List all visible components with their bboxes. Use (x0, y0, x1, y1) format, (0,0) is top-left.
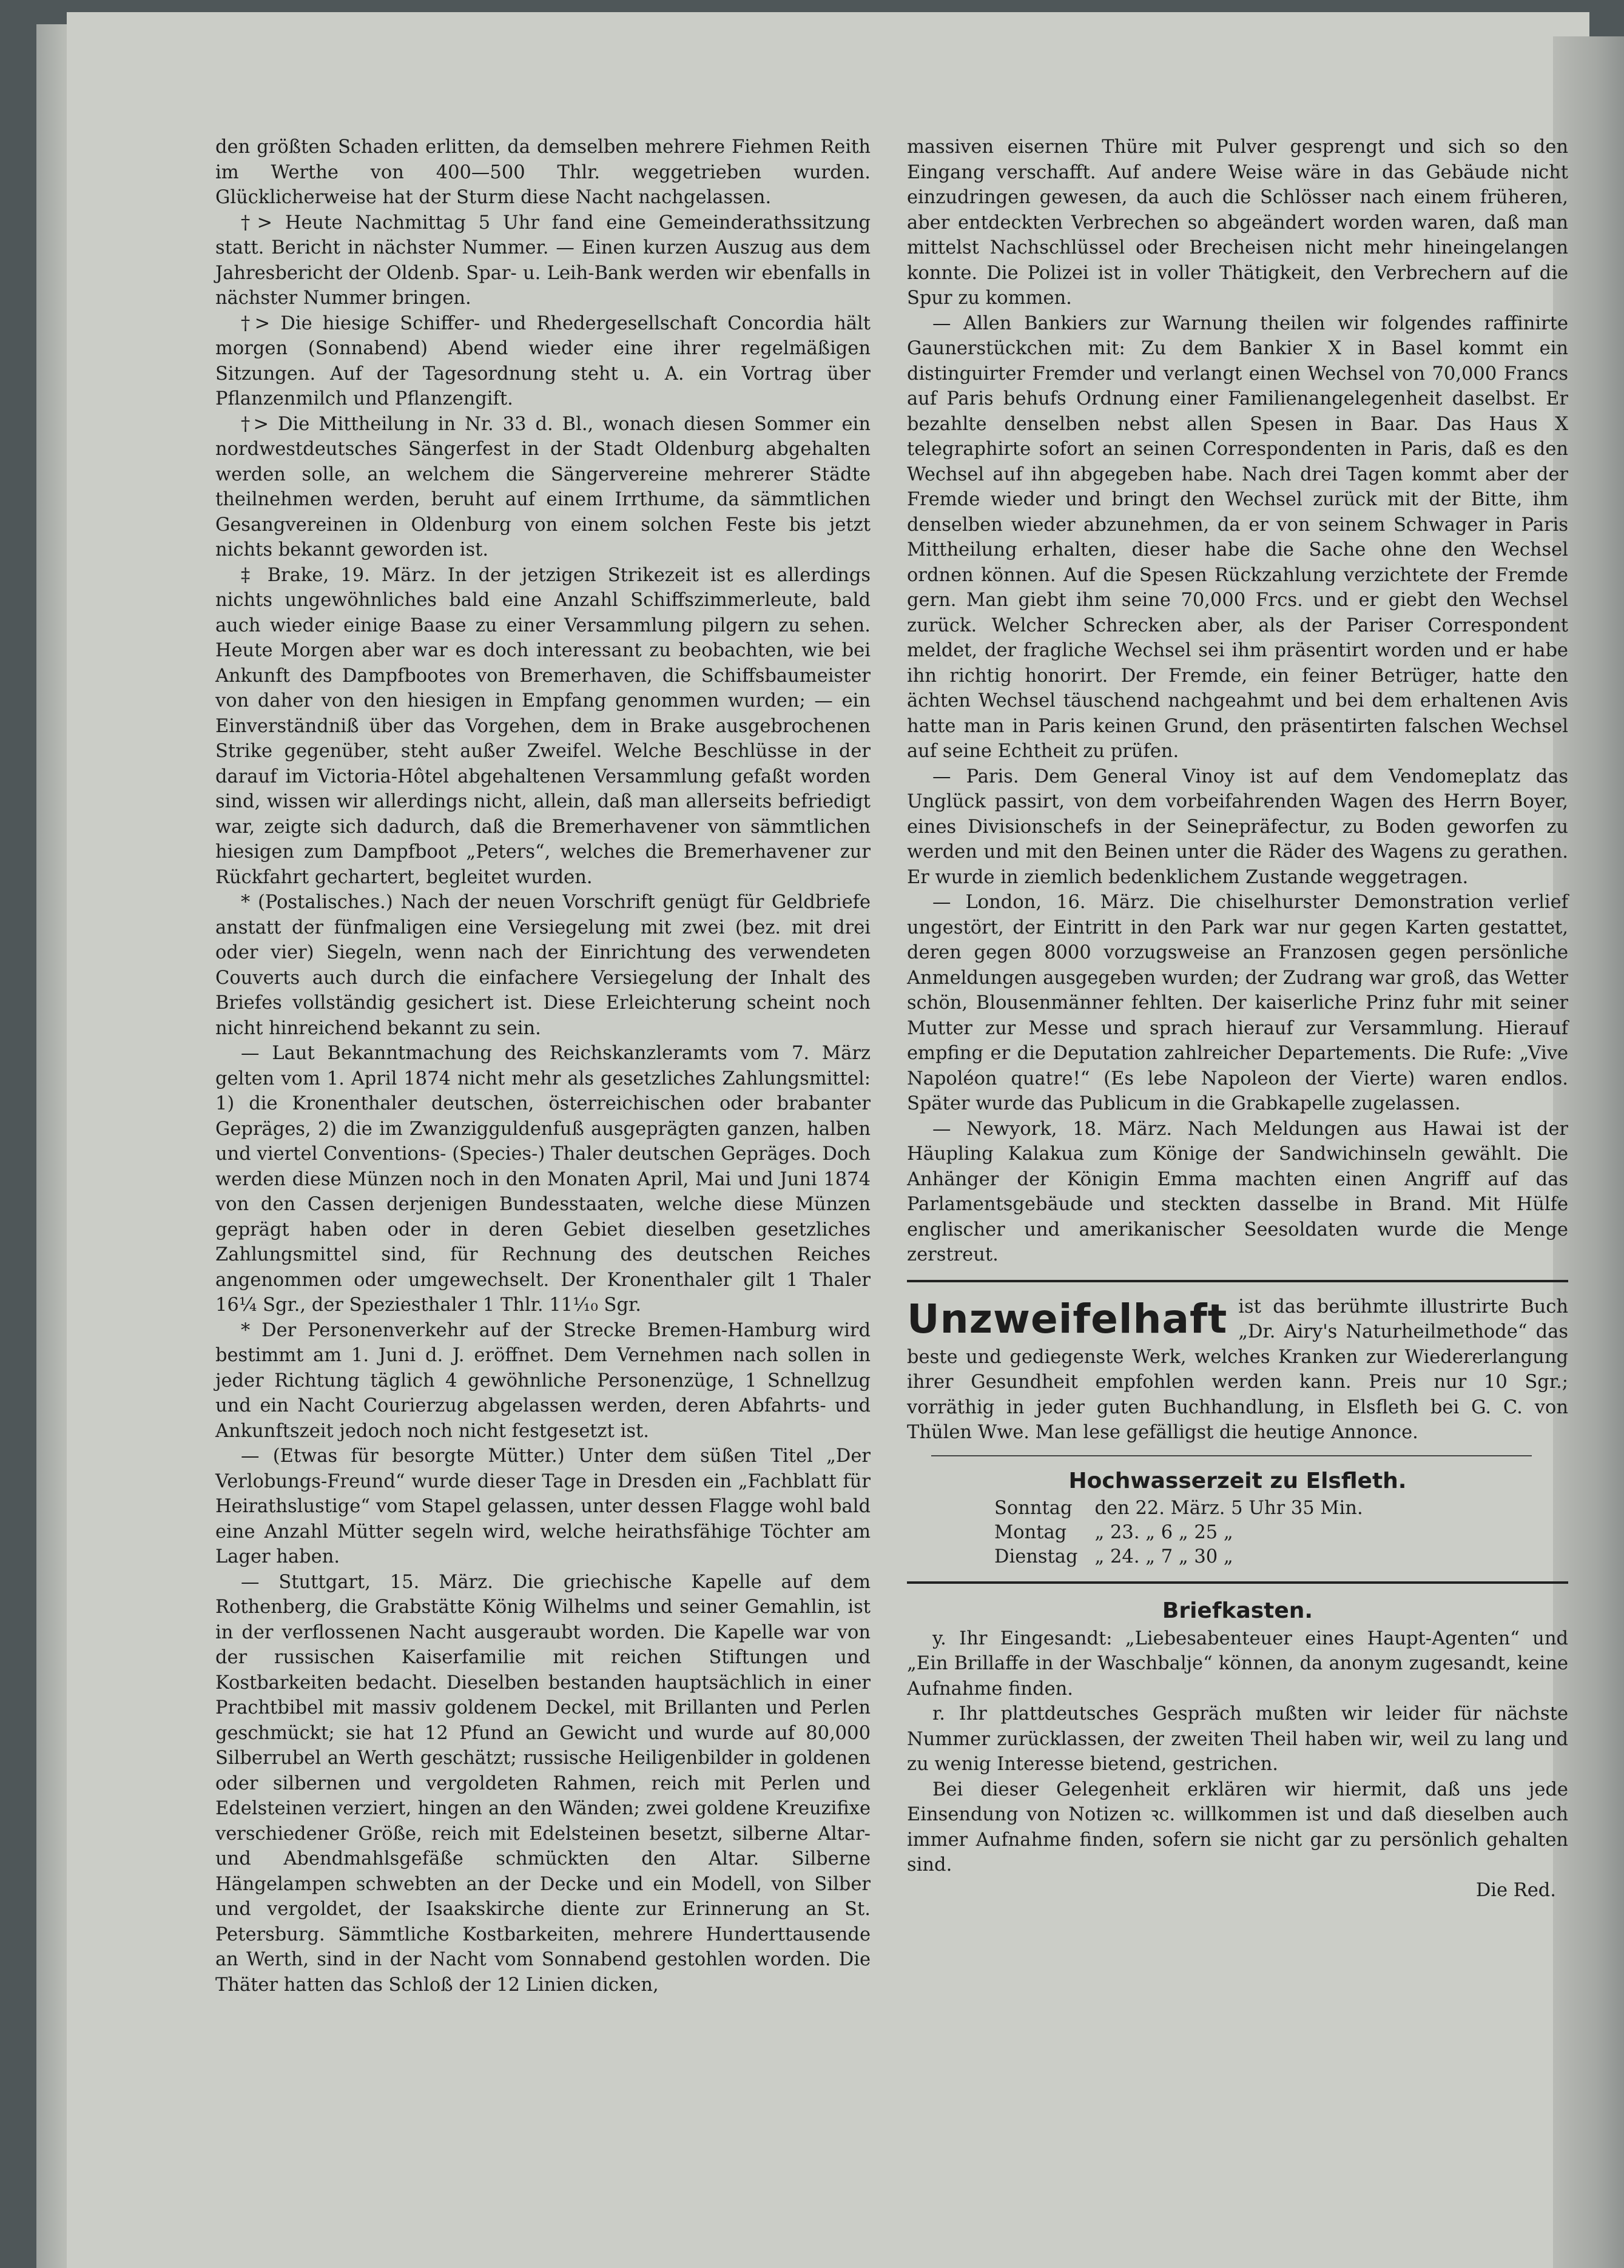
paragraph: †> Die Mittheilung in Nr. 33 d. Bl., wonach diesen Sommer ein nordwestdeutsches Sängerfest in der Stadt Oldenburg abgehalten werden solle, an welchem die Sängervereine mehrerer Städte theilnehmen werden, beruht auf einem Irrthume, da sämmtlichen Gesangvereinen in Oldenburg von einem solchen Feste bis jetzt nichts bekannt geworden ist. (215, 413, 871, 560)
tide-day: Dienstag (994, 1546, 1078, 1567)
left-column (215, 135, 871, 1997)
paragraph: — Paris. Dem General Vinoy ist auf dem Vendomeplatz das Unglück passirt, von dem vorbeifahrenden Wagen des Herrn Boyer, eines Divisionschefs in der Seinepräfectur, zu Boden geworfen zu werden und mit den Beinen unter die Räder des Wagens zu gerathen. Er wurde in ziemlich bedenklichem Zustande weggetragen. (907, 766, 1568, 888)
table-row (986, 1496, 1372, 1521)
paragraph: den größten Schaden erlitten, da demselben mehrere Fiehmen Reith im Werthe von 400—500 Thlr. weggetrieben wurden. Glücklicherweise hat der Sturm diese Nacht nachgelassen. (215, 136, 871, 208)
briefkasten-title: Briefkasten. (1162, 1598, 1313, 1623)
advert-body: ist das berühmte illustrirte Buch „Dr. Airy's Naturheilmethode“ das beste und gediegenste Werk, welches Kranken zur Wiedererlangung ihrer Gesundheit empfohlen werden kann. Preis nur 10 Sgr.; vorräthig in jeder guten Buchhandlung, in Elsfleth bei G. C. von Thülen Wwe. Man lese gefälligst die heutige Annonce. (907, 1296, 1568, 1443)
paragraph: — Stuttgart, 15. März. Die griechische Kapelle auf dem Rothenberg, die Grabstätte König Wilhelms und seiner Gemahlin, ist in der verflossenen Nacht ausgeraubt worden. Die Kapelle war von der russischen Kaiserfamilie mit reichen Stiftungen und Kostbarkeiten bedacht. Dieselben bestanden hauptsächlich in einer Prachtbibel mit massiv goldenem Deckel, mit Brillanten und Perlen geschmückt; sie hat 12 Pfund an Gewicht und wurde auf 80,000 Silberrubel an Werth geschätzt; russische Heiligenbilder in goldenen oder silbernen und vergoldeten Rahmen, reich mit Perlen und Edelsteinen verziert, hingen an den Wänden; zwei goldene Kreuzifixe verschiedener Größe, reich mit Edelsteinen besetzt, silberne Altar- und Abendmahlsgefäße schmückten den Altar. Silberne Hängelampen schwebten an der Decke und ein Modell, von Silber und vergoldet, der Isaakskirche diente zur Erinnerung an St. Petersburg. Sämmtliche Kostbarkeiten, mehrere Hunderttausende an Werth, sind in der Nacht vom Sonnabend gestohlen worden. Die Thäter hatten das Schloß der 12 Linien dicken, (215, 1571, 871, 1996)
paragraph: y. Ihr Eingesandt: „Liebesabenteuer eines Haupt-Agenten“ und „Ein Brillaffe in der Waschbalje“ können, da anonym zugesandt, keine Aufnahme finden. (907, 1627, 1568, 1700)
paragraph: r. Ihr plattdeutsches Gespräch mußten wir leider für nächste Nummer zurücklassen, der zweiten Theil haben wir, weil zu lang und zu wenig Interesse bietend, gestrichen. (907, 1703, 1568, 1775)
tide-table (986, 1496, 1372, 1569)
signature: Die Red. (1475, 1879, 1556, 1901)
paragraph: — (Etwas für besorgte Mütter.) Unter dem süßen Titel „Der Verlobungs-Freund“ wurde dieser Tage in Dresden ein „Fachblatt für Heirathslustige“ vom Stapel gelassen, unter dessen Flagge wohl bald eine Anzahl Mütter segeln wird, welche heirathsfähige Töchter am Lager haben. (215, 1445, 871, 1567)
table-row (986, 1521, 1372, 1545)
paragraph: * Der Personenverkehr auf der Strecke Bremen-Hamburg wird bestimmt am 1. Juni d. J. eröffnet. Dem Vernehmen nach sollen in jeder Richtung täglich 4 gewöhnliche Personenzüge, 1 Schnellzug und ein Nacht Courierzug abgelassen werden, deren Abfahrts- und Ankunftszeit jedoch noch nicht festgesetzt ist. (215, 1319, 871, 1442)
advert-headline: Unzweifelhaft (907, 1295, 1228, 1342)
advertisement (907, 1294, 1568, 1445)
right-column (907, 135, 1568, 1903)
tide-time: den 22. März. 5 Uhr 35 Min. (1094, 1497, 1363, 1519)
tide-title: Hochwasserzeit zu Elsfleth. (1068, 1468, 1407, 1493)
briefkasten-section (907, 1596, 1568, 1903)
paragraph: Bei dieser Gelegenheit erklären wir hiermit, daß uns jede Einsendung von Notizen ꝛc. willkommen ist und daß dieselben auch immer Aufnahme finden, sofern sie nicht gar zu persönlich gehalten sind. (907, 1778, 1568, 1876)
section-divider (907, 1581, 1568, 1584)
tide-table-section (907, 1466, 1568, 1569)
tide-day: Sonntag (994, 1497, 1073, 1519)
section-divider (907, 1280, 1568, 1282)
section-divider (931, 1455, 1532, 1456)
paragraph: — Allen Bankiers zur Warnung theilen wir folgendes raffinirte Gaunerstückchen mit: Zu dem Bankier X in Basel kommt ein distinguirter Fremder und verlangt einen Wechsel von 70,000 Francs auf Paris behufs Ordnung einer Familienangelegenheit daselbst. Er bezahlte denselben nebst allen Spesen in Baar. Das Haus X telegraphirte sofort an seinen Correspondenten in Paris, daß es den Wechsel auf ihn abgegeben habe. Nach drei Tagen kommt aber der Fremde wieder und bringt den Wechsel zurück mit der Bitte, ihm denselben wieder abzunehmen, da er von seinem Schwager in Paris Mittheilung erhalten, dieser habe die Sache ohne den Wechsel ordnen können. Auf die Spesen Rückzahlung verzichtete der Fremde gern. Man giebt ihm seine 70,000 Frcs. und er giebt den Wechsel zurück. Welcher Schrecken aber, als der Pariser Correspondent meldet, der fragliche Wechsel sei ihm präsentirt worden und er habe ihn richtig honorirt. Der Fremde, ein feiner Betrüger, hatte den ächten Wechsel täuschend nachgeahmt und bei dem erhaltenen Avis hatte man in Paris keinen Grund, den präsentirten falschen Wechsel auf seine Echtheit zu prüfen. (907, 312, 1568, 762)
table-row (986, 1545, 1372, 1569)
paragraph: †> Heute Nachmittag 5 Uhr fand eine Gemeinderathssitzung statt. Bericht in nächster Nummer. — Einen kurzen Auszug aus dem Jahresbericht der Oldenb. Spar- u. Leih-Bank werden wir ebenfalls in nächster Nummer bringen. (215, 212, 871, 309)
paragraph: massiven eisernen Thüre mit Pulver gesprengt und sich so den Eingang verschafft. Auf andere Weise wäre in das Gebäude nicht einzudringen gewesen, da auch die Schlösser nach einem früheren, aber entdeckten Verbrechen so abgeändert worden waren, daß man mittelst Nachschlüssel oder Brecheisen nicht mehr hineingelangen konnte. Die Polizei ist in voller Thätigkeit, den Verbrechern auf die Spur zu kommen. (907, 136, 1568, 309)
tide-time: „ 24. „ 7 „ 30 „ (1094, 1546, 1233, 1567)
tide-time: „ 23. „ 6 „ 25 „ (1094, 1521, 1233, 1543)
paragraph: ‡ Brake, 19. März. In der jetzigen Strikezeit ist es allerdings nichts ungewöhnliches bald eine Anzahl Schiffszimmerleute, bald auch wieder einige Baase zu einer Versammlung pilgern zu sehen. Heute Morgen aber war es doch interessant zu beobachten, wie bei Ankunft des Dampfbootes von Bremerhaven, die Schiffsbaumeister von daher von den hiesigen in Empfang genommen wurden; — ein Einverständniß über das Vorgehen, dem in Brake ausgebrochenen Strike gegenüber, steht außer Zweifel. Welche Beschlüsse in der darauf im Victoria-Hôtel abgehaltenen Versammlung gefaßt worden sind, wissen wir allerdings nicht, allein, daß man allerseits befriedigt war, zeigte sich dadurch, daß die Bremerhavener von sämmtlichen hiesigen zum Dampfboot „Peters“, welches die Bremerhavener zur Rückfahrt gechartert, begleitet wurden. (215, 564, 871, 888)
paragraph: — Laut Bekanntmachung des Reichskanzleramts vom 7. März gelten vom 1. April 1874 nicht mehr als gesetzliches Zahlungsmittel: 1) die Kronenthaler deutschen, österreichischen oder brabanter Gepräges, 2) die im Zwanzigguldenfuß ausgeprägten ganzen, halben und viertel Conventions- (Species-) Thaler deutschen Gepräges. Doch werden diese Münzen noch in den Monaten April, Mai und Juni 1874 von den Cassen derjenigen Bundesstaaten, welche diese Münzen geprägt haben oder in deren Gebiet dieselben gesetzliches Zahlungsmittel sind, für Rechnung des deutschen Reiches angenommen oder umgewechselt. Der Kronenthaler gilt 1 Thaler 16¼ Sgr., der Speziesthaler 1 Thlr. 11¹⁄₁₀ Sgr. (215, 1043, 871, 1316)
paragraph: †> Die hiesige Schiffer- und Rhedergesellschaft Concordia hält morgen (Sonnabend) Abend wieder eine ihrer regelmäßigen Sitzungen. Auf der Tagesordnung steht u. A. ein Vortrag über Pflanzenmilch und Pflanzengift. (215, 312, 871, 409)
paragraph: * (Postalisches.) Nach der neuen Vorschrift genügt für Geldbriefe anstatt der fünfmaligen eine Versiegelung mit zwei (bez. mit drei oder vier) Siegeln, wenn nach der Einrichtung des verwendeten Couverts auch durch die einfachere Versiegelung der Inhalt des Briefes vollständig gesichert ist. Diese Erleichterung scheint noch nicht hinreichend bekannt zu sein. (215, 892, 871, 1039)
tide-day: Montag (994, 1521, 1067, 1543)
paragraph: — London, 16. März. Die chiselhurster Demonstration verlief ungestört, der Eintritt in den Park war nur gegen Karten gestattet, deren gegen 8000 vorzugsweise an Franzosen gegen persönliche Anmeldungen ausgegeben wurden; der Zudrang war groß, das Wetter schön, Blousenmänner fehlten. Der kaiserliche Prinz fuhr mit seiner Mutter zur Messe und sprach hierauf zur Versammlung. Hierauf empfing er die Deputation zahlreicher Departements. Die Rufe: „Vive Napoléon quatre!“ (Es lebe Napoleon der Vierte) waren endlos. Später wurde das Publicum in die Grabkapelle zugelassen. (907, 892, 1568, 1114)
paragraph: — Newyork, 18. März. Nach Meldungen aus Hawai ist der Häupling Kalakua zum Könige der Sandwichinseln gewählt. Die Anhänger der Königin Emma machten einen Angriff auf das Parlamentsgebäude und steckten dasselbe in Brand. Mit Hülfe englischer und amerikanischer Seesoldaten wurde die Menge zerstreut. (907, 1118, 1568, 1265)
